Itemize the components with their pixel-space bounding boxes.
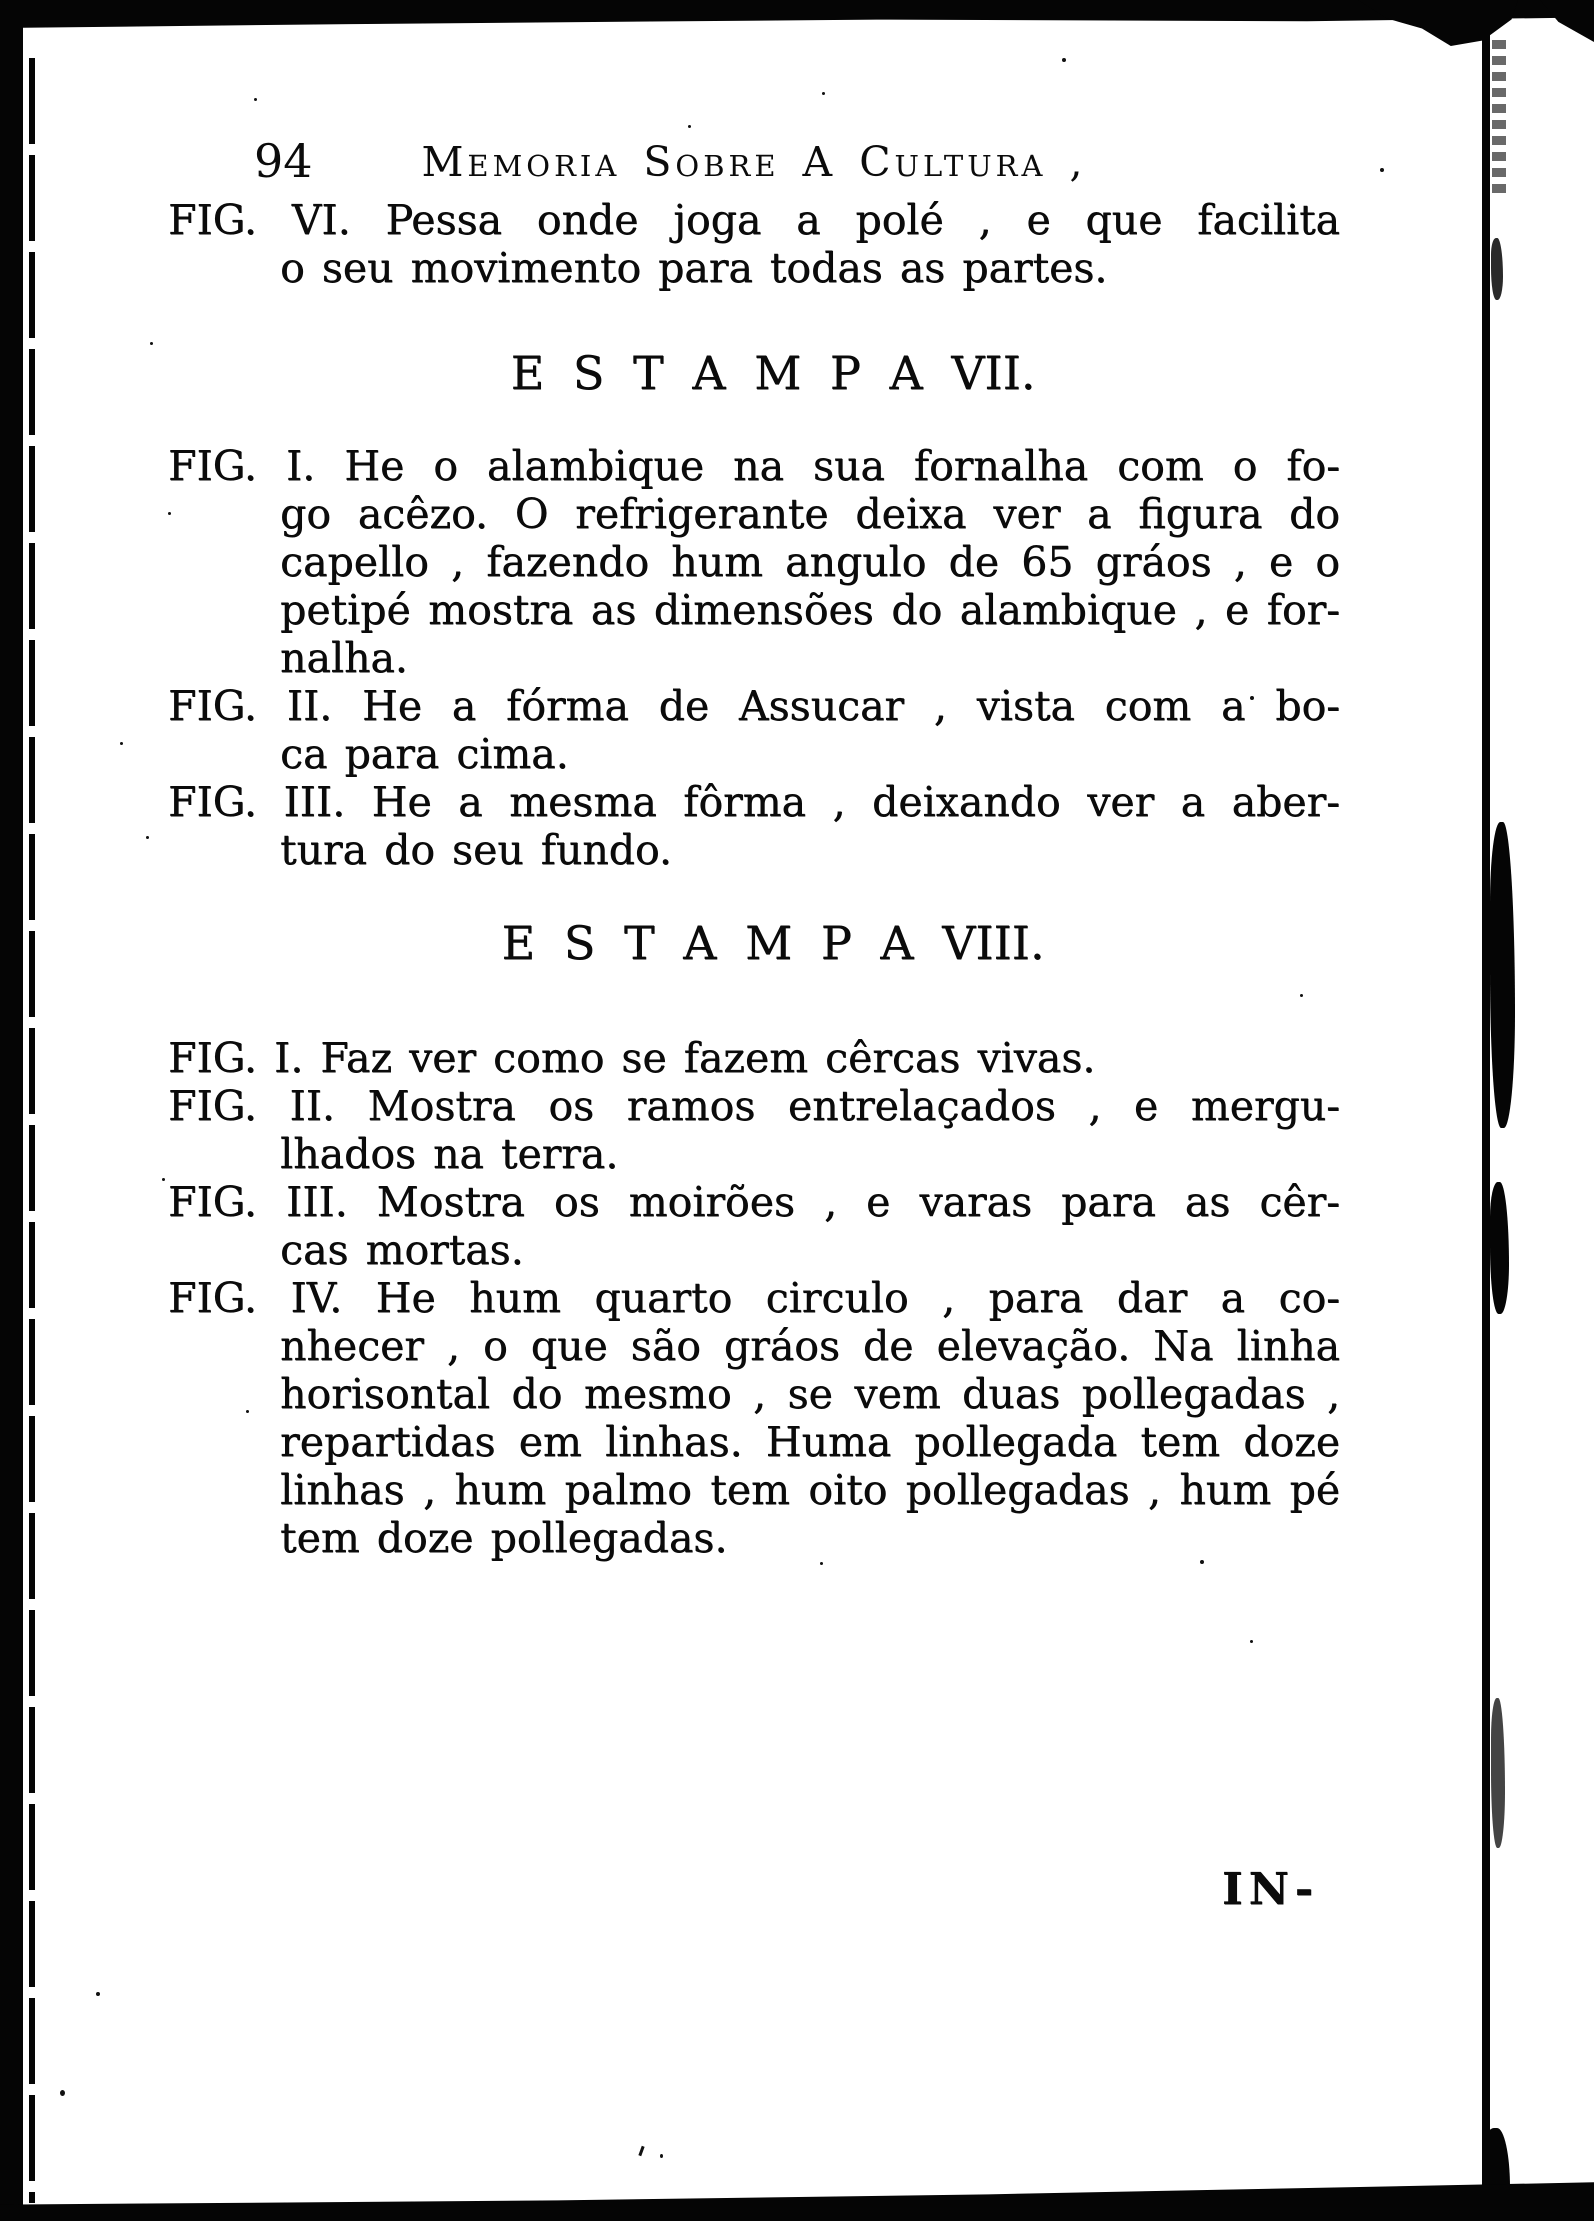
ink-speck xyxy=(120,742,123,745)
scan-fold-line-right xyxy=(1482,22,1490,2221)
ink-speck xyxy=(1062,58,1066,62)
ink-smear xyxy=(1491,238,1503,300)
text-line: cas mortas. xyxy=(280,1226,524,1274)
ink-speck xyxy=(660,2154,663,2158)
text-line: FIG. I. Faz ver como se fazem cêrcas vivas. xyxy=(168,1034,1096,1082)
text-line: horisontal do mesmo , se vem duas pollegadas , xyxy=(280,1370,1340,1418)
entry-estampa-vii-fig-ii xyxy=(168,682,1340,778)
heading-estampa-vii: E S T A M P A VII. xyxy=(510,346,1036,400)
text-line: petipé mostra as dimensões do alambique , e for- xyxy=(280,586,1340,634)
running-title: Memoria Sobre A Cultura , xyxy=(421,138,1087,186)
scan-fold-line-left xyxy=(29,58,35,2203)
text-line: nhecer , o que são gráos de elevação. Na linha xyxy=(280,1322,1340,1370)
ink-speck xyxy=(638,2146,644,2156)
text-line: FIG. I. He o alambique na sua fornalha com o fo- xyxy=(168,442,1340,490)
scan-edge-bottom xyxy=(0,2178,1594,2221)
ink-speck xyxy=(162,1178,165,1181)
entry-estampa-vii-fig-iii xyxy=(168,778,1340,874)
ink-speck xyxy=(146,836,149,839)
entry-estampa-vii-fig-i xyxy=(168,442,1340,682)
ink-speck xyxy=(254,98,257,101)
scan-corner-top-right xyxy=(1540,0,1594,42)
ink-speck xyxy=(820,1562,823,1565)
text-line: FIG. III. He a mesma fôrma , deixando ver a aber- xyxy=(168,778,1340,826)
text-block xyxy=(168,132,1340,1562)
ink-smear xyxy=(1492,40,1506,200)
text-line: lhados na terra. xyxy=(280,1130,619,1178)
ink-smear xyxy=(1490,1182,1509,1314)
ink-speck xyxy=(1250,1640,1253,1643)
entry-estampa-viii-fig-i xyxy=(168,1034,1340,1082)
ink-smear xyxy=(1491,1698,1505,1848)
text-line: go acêzo. O refrigerante deixa ver a figura do xyxy=(280,490,1340,538)
text-line: nalha. xyxy=(280,634,408,682)
scan-edge-left xyxy=(0,16,23,2221)
text-line: FIG. III. Mostra os moirões , e varas para as cêr- xyxy=(168,1178,1340,1226)
page-header xyxy=(168,132,1340,186)
page-number: 94 xyxy=(254,134,313,188)
text-line: ca para cima. xyxy=(280,730,569,778)
text-line: FIG. II. He a fórma de Assucar , vista com a bo- xyxy=(168,682,1340,730)
text-line: linhas , hum palmo tem oito pollegadas , hum pé xyxy=(280,1466,1340,1514)
ink-speck xyxy=(150,342,153,345)
text-line: repartidas em linhas. Huma pollegada tem doze xyxy=(280,1418,1340,1466)
text-line: tura do seu fundo. xyxy=(280,826,672,874)
entry-estampa-viii-fig-ii xyxy=(168,1082,1340,1178)
text-line: FIG. II. Mostra os ramos entrelaçados , e mergu- xyxy=(168,1082,1340,1130)
catchword: IN- xyxy=(1222,1864,1320,1915)
text-line: tem doze pollegadas. xyxy=(280,1514,728,1562)
entry-estampa-viii-fig-iv xyxy=(168,1274,1340,1562)
ink-smear xyxy=(1490,822,1515,1128)
ink-speck xyxy=(60,2090,65,2096)
text-line: FIG. IV. He hum quarto circulo , para dar a co- xyxy=(168,1274,1340,1322)
text-line: FIG. VI. Pessa onde joga a polé , e que facilita xyxy=(168,196,1340,244)
ink-speck xyxy=(688,125,691,128)
text-line: capello , fazendo hum angulo de 65 gráos , e o xyxy=(280,538,1340,586)
figure-descriptions xyxy=(168,196,1340,1562)
entry-estampa-viii-fig-iii xyxy=(168,1178,1340,1274)
ink-speck xyxy=(1380,168,1384,172)
entry-fig-vi xyxy=(168,196,1340,292)
ink-speck xyxy=(822,92,825,95)
text-line: o seu movimento para todas as partes. xyxy=(280,244,1108,292)
ink-speck xyxy=(96,1992,100,1996)
scan-edge-top xyxy=(0,0,1594,28)
heading-estampa-viii: E S T A M P A VIII. xyxy=(501,916,1045,970)
